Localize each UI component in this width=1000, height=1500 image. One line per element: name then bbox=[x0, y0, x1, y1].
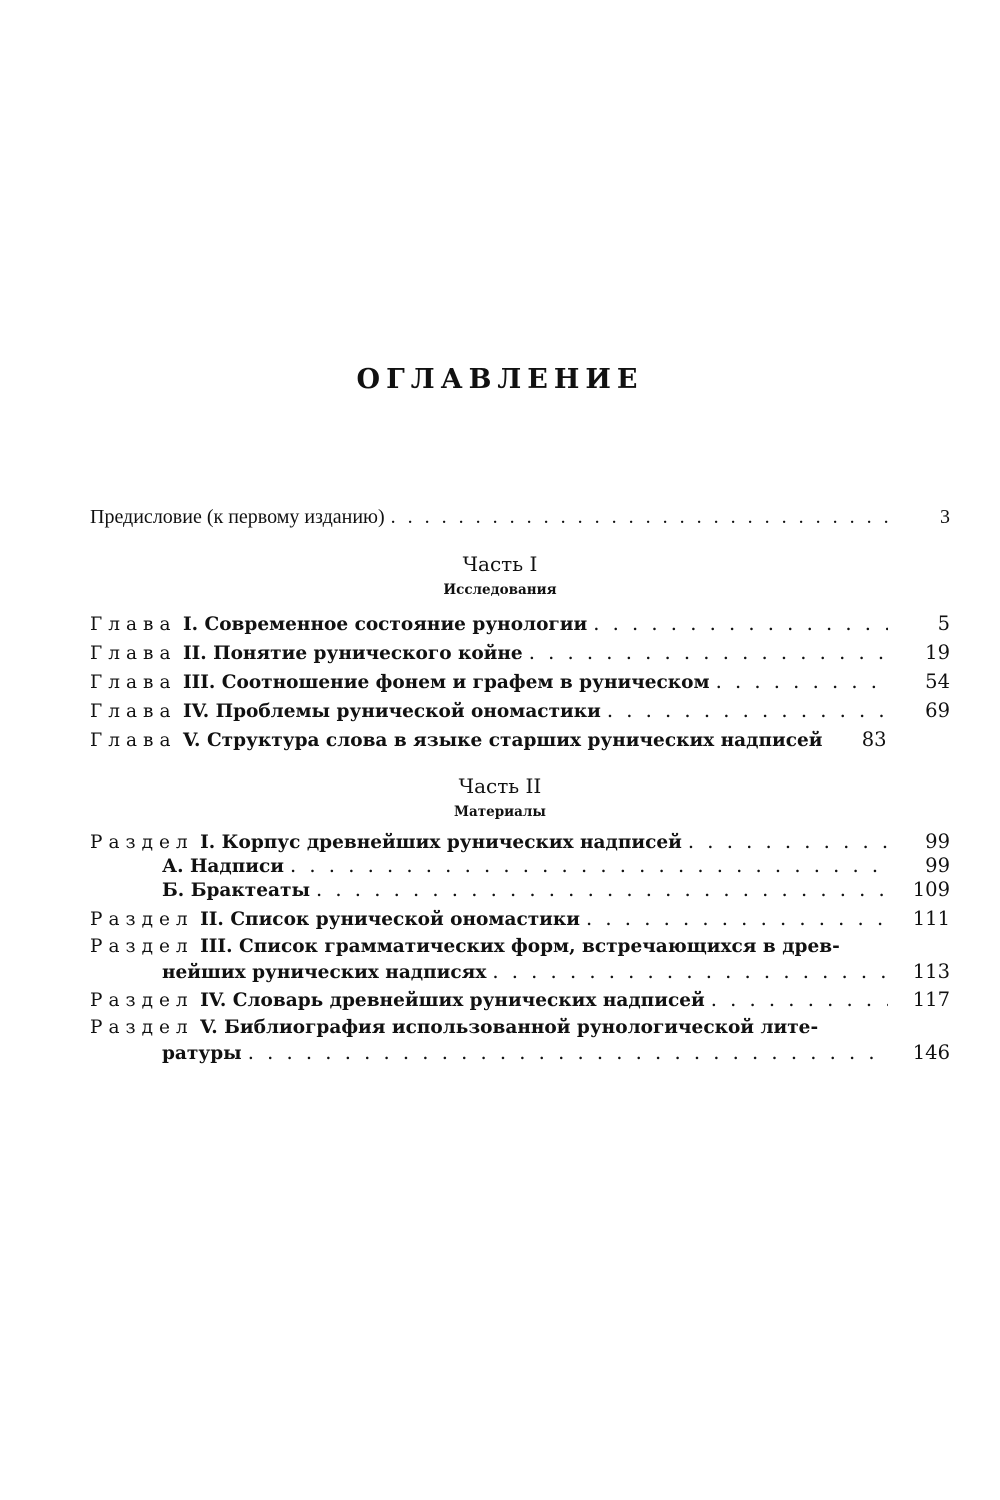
toc-entry-label-continued: нейших рунических надписях bbox=[162, 962, 487, 983]
toc-entry-label: IV. Проблемы рунической ономастики bbox=[182, 701, 601, 722]
toc-page-number: 54 bbox=[925, 670, 950, 693]
toc-entry-subsection-b[interactable] bbox=[90, 878, 950, 902]
toc-entry-label: А. Надписи bbox=[162, 856, 284, 877]
toc-page-number: 99 bbox=[925, 854, 950, 877]
toc-page-number: 146 bbox=[912, 1041, 950, 1064]
leader-dots bbox=[688, 830, 888, 853]
section-keyword: Раздел bbox=[90, 1017, 194, 1038]
section-keyword: Раздел bbox=[90, 909, 194, 930]
toc-page-number: 83 bbox=[861, 728, 887, 751]
toc-entry-section-5-line1[interactable] bbox=[90, 1017, 950, 1041]
chapter-keyword: Глава bbox=[90, 701, 177, 722]
leader-dots bbox=[492, 960, 888, 983]
toc-entry-subsection-a[interactable] bbox=[90, 854, 950, 878]
leader-dots bbox=[711, 988, 888, 1011]
toc-page-number: 111 bbox=[912, 907, 950, 930]
toc-entry-label: II. Список рунической ономастики bbox=[200, 909, 580, 930]
toc-entry-section-3-line1[interactable] bbox=[90, 936, 950, 960]
toc-entry-label: Предисловие (к первому изданию) bbox=[90, 506, 385, 528]
toc-entry-label: III. Список грамматических форм, встречающихся в древ- bbox=[200, 936, 840, 957]
toc-entry-label: IV. Словарь древнейших рунических надписей bbox=[200, 990, 705, 1011]
toc-entry-label: I. Корпус древнейших рунических надписей bbox=[200, 832, 682, 853]
toc-page-number: 69 bbox=[925, 699, 950, 722]
toc-page-number: 19 bbox=[925, 641, 950, 664]
toc-entry-section-4[interactable] bbox=[90, 988, 950, 1016]
toc-page-number: 109 bbox=[912, 878, 950, 901]
toc-entry-label: V. Библиография использованной рунологической лите- bbox=[200, 1017, 819, 1038]
part1-heading: Часть I bbox=[462, 552, 538, 576]
toc-page-number: 117 bbox=[912, 988, 950, 1011]
leader-dots bbox=[316, 878, 888, 901]
section-keyword: Раздел bbox=[90, 990, 194, 1011]
toc-page-number: 99 bbox=[925, 830, 950, 853]
chapter-keyword: Глава bbox=[90, 614, 177, 635]
toc-entry-section-1[interactable] bbox=[90, 830, 950, 854]
part2-heading: Часть II bbox=[458, 774, 542, 798]
leader-dots bbox=[248, 1041, 888, 1064]
chapter-keyword: Глава bbox=[90, 672, 177, 693]
toc-page-number: 3 bbox=[940, 506, 950, 528]
part1-subtitle: Исследования bbox=[443, 582, 557, 598]
toc-entry-label: II. Понятие рунического койне bbox=[182, 643, 523, 664]
leader-dots bbox=[290, 854, 888, 877]
part2-subtitle: Материалы bbox=[454, 804, 546, 820]
toc-page-number: 5 bbox=[937, 612, 950, 635]
toc-entry-label: I. Современное состояние рунологии bbox=[182, 614, 588, 635]
toc-entry-label: V. Структура слова в языке старших рунических надписей bbox=[182, 730, 823, 751]
toc-page-number: 113 bbox=[912, 960, 950, 983]
leader-dots bbox=[586, 907, 888, 930]
section-keyword: Раздел bbox=[90, 832, 194, 853]
part2-section-list bbox=[90, 0, 950, 1500]
toc-entry-section-2[interactable] bbox=[90, 907, 950, 935]
section-keyword: Раздел bbox=[90, 936, 194, 957]
toc-entry-label: III. Соотношение фонем и графем в руническом bbox=[182, 672, 710, 693]
toc-entry-label: Б. Брактеаты bbox=[162, 880, 311, 901]
chapter-keyword: Глава bbox=[90, 643, 177, 664]
page-title: ОГЛАВЛЕНИЕ bbox=[356, 364, 644, 395]
toc-entry-section-3-line2[interactable] bbox=[90, 960, 950, 984]
toc-entry-section-5-line2[interactable] bbox=[90, 1041, 950, 1065]
chapter-keyword: Глава bbox=[90, 730, 177, 751]
toc-entry-label-continued: ратуры bbox=[162, 1043, 242, 1064]
